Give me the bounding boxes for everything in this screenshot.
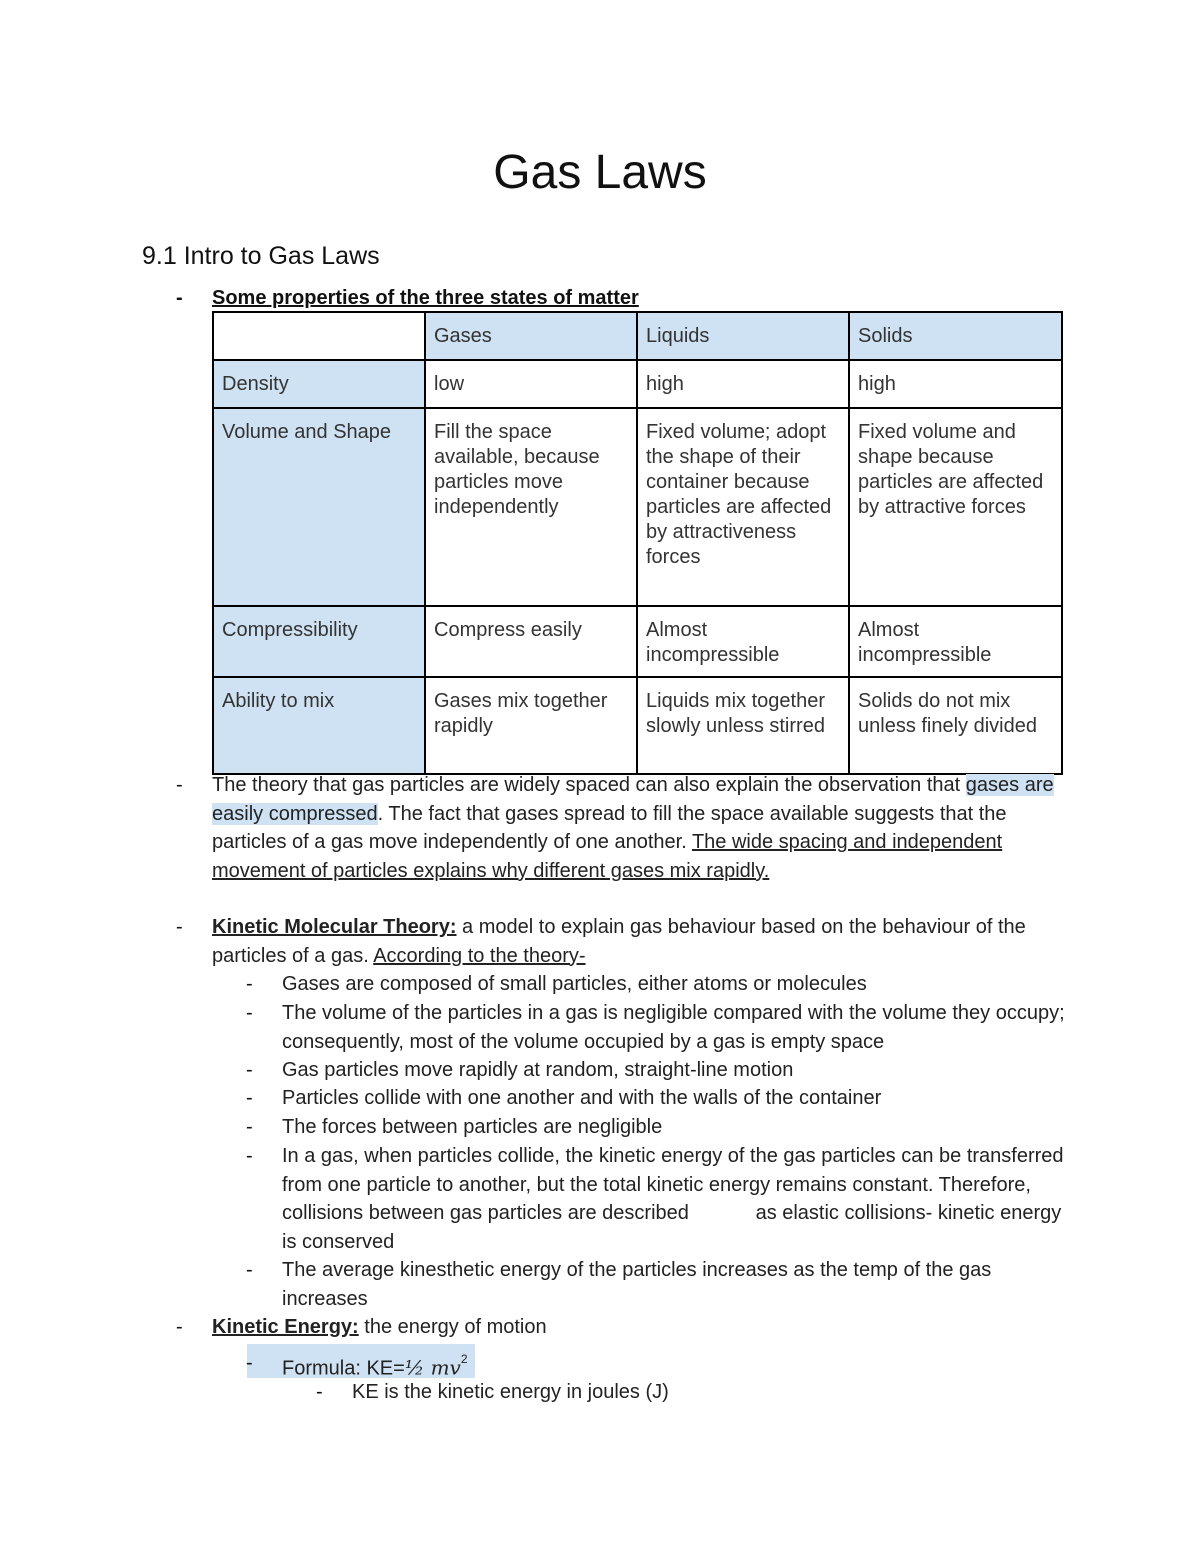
table-cell: Compress easily bbox=[425, 606, 637, 677]
bullet-dash: - bbox=[176, 774, 183, 796]
table-header-cell: Liquids bbox=[637, 312, 849, 360]
table-cell: high bbox=[849, 360, 1062, 408]
formula-math: ½ mv bbox=[404, 1355, 461, 1380]
table-header-cell: Gases bbox=[425, 312, 637, 360]
table-cell: Almost incompressible bbox=[637, 606, 849, 677]
table-caption: Some properties of the three states of matter bbox=[212, 287, 639, 309]
states-of-matter-table bbox=[212, 311, 1063, 775]
highlighted-phrase: gases are easily compressed bbox=[212, 774, 1054, 825]
kmt-point: Gases are composed of small particles, either atoms or molecules bbox=[282, 973, 867, 995]
ke-paragraph bbox=[212, 1313, 1062, 1342]
kmt-definition: a model to explain gas behaviour based on the behaviour of the particles of a gas. bbox=[212, 916, 1026, 967]
underlined-conclusion: The wide spacing and independent movement of particles explains why different gases mix rapidly. bbox=[212, 831, 1003, 882]
table-cell: Fixed volume and shape because particles are affected by attractive forces bbox=[849, 408, 1062, 606]
kmt-point: In a gas, when particles collide, the kinetic energy of the gas particles can be transferred from one particle to another, but the total kinetic energy remains constant. Therefore, collisions between gas particles are described as elastic collisions- kinetic energy is conserved bbox=[282, 1145, 1070, 1253]
kmt-point: Gas particles move rapidly at random, straight-line motion bbox=[282, 1059, 794, 1081]
sub-bullet-dash: - bbox=[246, 1145, 253, 1167]
kmt-paragraph bbox=[212, 913, 1062, 970]
theory-text: The theory that gas particles are widely spaced can also explain the observation that bbox=[212, 774, 966, 796]
row-label-cell: Ability to mix bbox=[213, 677, 425, 774]
table-header-cell bbox=[213, 312, 425, 360]
table-row bbox=[213, 606, 1062, 677]
table-row bbox=[213, 677, 1062, 774]
document-title: Gas Laws bbox=[493, 146, 707, 199]
row-label-cell: Volume and Shape bbox=[213, 408, 425, 606]
row-label-cell: Compressibility bbox=[213, 606, 425, 677]
sub-bullet-dash: - bbox=[246, 1087, 253, 1109]
table-cell: Solids do not mix unless finely divided bbox=[849, 677, 1062, 774]
bullet-dash: - bbox=[176, 1316, 183, 1338]
ke-term: Kinetic Energy: bbox=[212, 1316, 359, 1338]
bullet-dash: - bbox=[176, 287, 183, 309]
formula-exponent: 2 bbox=[460, 1352, 468, 1366]
kmt-according: According to the theory- bbox=[373, 944, 586, 967]
sub-bullet-dash: - bbox=[246, 1002, 253, 1024]
table-cell: Almost incompressible bbox=[849, 606, 1062, 677]
table-cell: Liquids mix together slowly unless stirred bbox=[637, 677, 849, 774]
sub-bullet-dash: - bbox=[246, 1352, 253, 1374]
table-header-cell: Solids bbox=[849, 312, 1062, 360]
table-cell: Fixed volume; adopt the shape of their container because particles are affected by attractiveness forces bbox=[637, 408, 849, 606]
table-cell: Gases mix together rapidly bbox=[425, 677, 637, 774]
kmt-point: The average kinesthetic energy of the particles increases as the temp of the gas increases bbox=[282, 1259, 992, 1310]
sub-bullet-dash: - bbox=[246, 973, 253, 995]
sub-bullet-dash: - bbox=[246, 1116, 253, 1138]
formula-label: Formula: KE= bbox=[282, 1357, 405, 1380]
ke-sub-point: KE is the kinetic energy in joules (J) bbox=[352, 1381, 669, 1403]
ke-definition: the energy of motion bbox=[358, 1316, 547, 1338]
theory-text: . The fact that gases spread to fill the space available suggests that the particles of a gas move independently of one another. bbox=[212, 802, 1007, 854]
table-cell: high bbox=[637, 360, 849, 408]
sub-bullet-dash: - bbox=[246, 1259, 253, 1281]
table-row bbox=[213, 408, 1062, 606]
kmt-term: Kinetic Molecular Theory: bbox=[212, 916, 457, 938]
table-row bbox=[213, 360, 1062, 408]
table-cell: Fill the space available, because particles move independently bbox=[425, 408, 637, 606]
table-header-row bbox=[213, 312, 1062, 360]
section-heading: 9.1 Intro to Gas Laws bbox=[142, 242, 380, 270]
kmt-point: The volume of the particles in a gas is negligible compared with the volume they occupy; consequently, most of the volume occupied by a gas is empty space bbox=[282, 1002, 1065, 1053]
table-cell: low bbox=[425, 360, 637, 408]
sub-bullet-dash: - bbox=[246, 1059, 253, 1081]
theory-paragraph bbox=[212, 771, 1062, 885]
kmt-point: Particles collide with one another and with the walls of the container bbox=[282, 1087, 882, 1109]
kmt-point: The forces between particles are negligible bbox=[282, 1116, 663, 1138]
row-label-cell: Density bbox=[213, 360, 425, 408]
bullet-dash: - bbox=[176, 916, 183, 938]
sub-sub-bullet-dash: - bbox=[316, 1381, 323, 1403]
